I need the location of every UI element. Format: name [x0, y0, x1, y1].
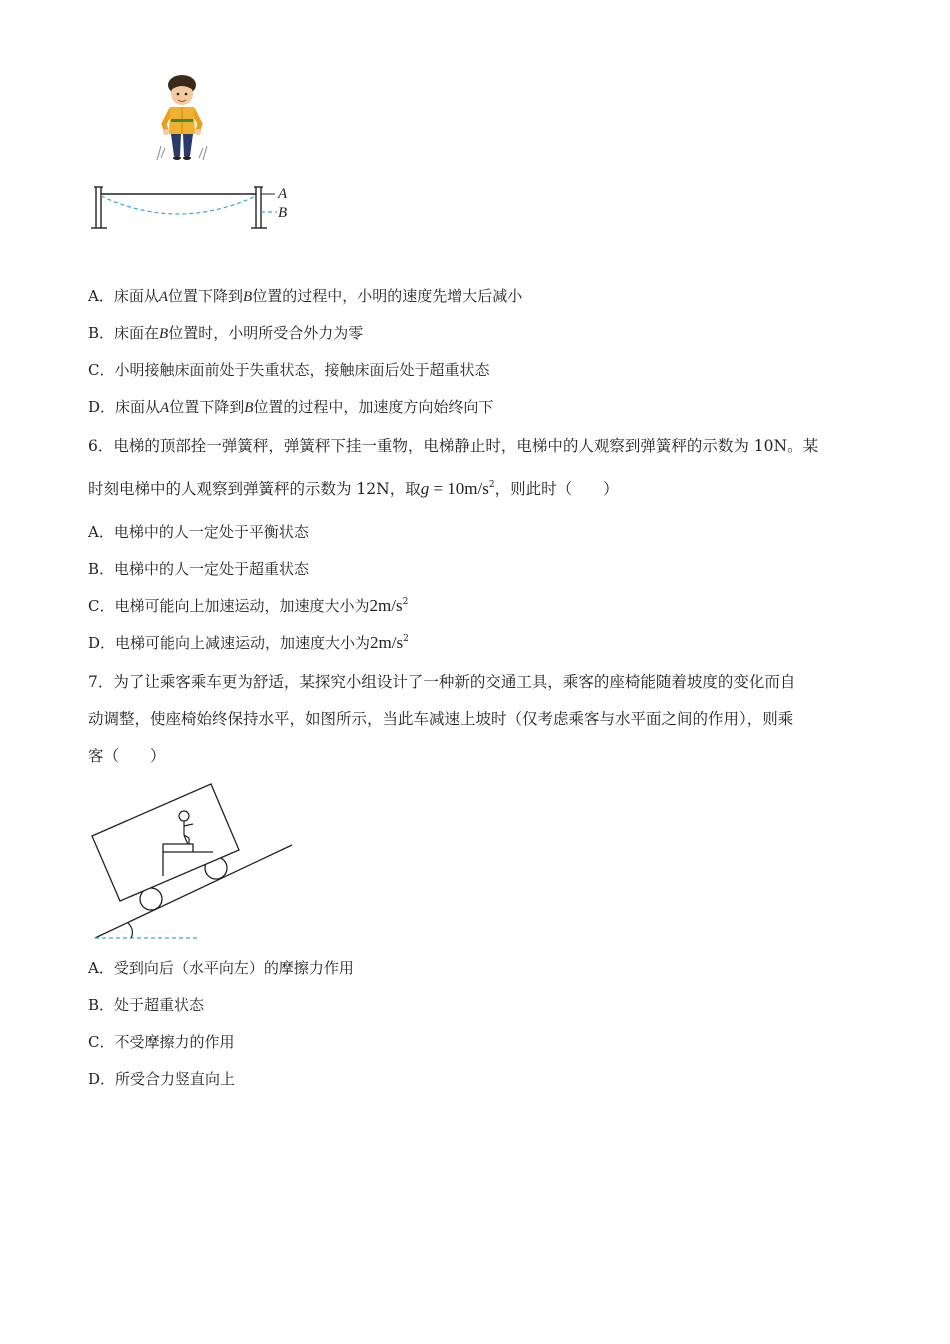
q6-stem-line2: 时刻电梯中的人观察到弹簧秤的示数为 12N，取$g = 10m/s^2$，则此时（ ） — [88, 479, 619, 498]
q6-option-c[interactable]: C．电梯可能向上加速运动，加速度大小为$2m/s^2$ — [88, 596, 409, 615]
q6-stem-line1: 6．电梯的顶部拴一弹簧秤，弹簧秤下挂一重物，电梯静止时，电梯中的人观察到弹簧秤的示数为 10N。某 — [88, 437, 819, 455]
q7-stem-line1: 7．为了让乘客乘车更为舒适，某探究小组设计了一种新的交通工具，乘客的座椅能随着坡度的变化而自 — [88, 673, 796, 691]
q7-option-c[interactable]: C．不受摩擦力的作用 — [88, 1033, 235, 1051]
q6-option-a[interactable]: A．电梯中的人一定处于平衡状态 — [88, 523, 309, 541]
q5-option-a[interactable]: A．床面从A位置下降到B位置的过程中，小明的速度先增大后减小 — [88, 287, 523, 305]
slope-vehicle-figure — [85, 780, 300, 945]
q5-option-c[interactable]: C．小明接触床面前处于失重状态，接触床面后处于超重状态 — [88, 361, 490, 379]
label-A: A — [278, 186, 288, 202]
boy-illustration — [157, 75, 207, 160]
trampoline-figure — [85, 72, 300, 232]
q7-option-b[interactable]: B．处于超重状态 — [88, 996, 205, 1014]
q7-stem-line3: 客（ ） — [88, 747, 166, 765]
label-B: B — [278, 205, 288, 221]
q7-stem-line2: 动调整，使座椅始终保持水平，如图所示，当此车减速上坡时（仅考虑乘客与水平面之间的作用），则乘 — [88, 710, 794, 728]
q6-option-b[interactable]: B．电梯中的人一定处于超重状态 — [88, 560, 310, 578]
q7-option-d[interactable]: D．所受合力竖直向上 — [88, 1070, 236, 1088]
q7-option-a[interactable]: A．受到向后（水平向左）的摩擦力作用 — [88, 959, 354, 977]
q5-option-d[interactable]: D．床面从A位置下降到B位置的过程中，加速度方向始终向下 — [88, 398, 494, 416]
q5-option-b[interactable]: B．床面在B位置时，小明所受合外力为零 — [88, 324, 364, 342]
q6-option-d[interactable]: D．电梯可能向上减速运动，加速度大小为$2m/s^2$ — [88, 633, 409, 652]
